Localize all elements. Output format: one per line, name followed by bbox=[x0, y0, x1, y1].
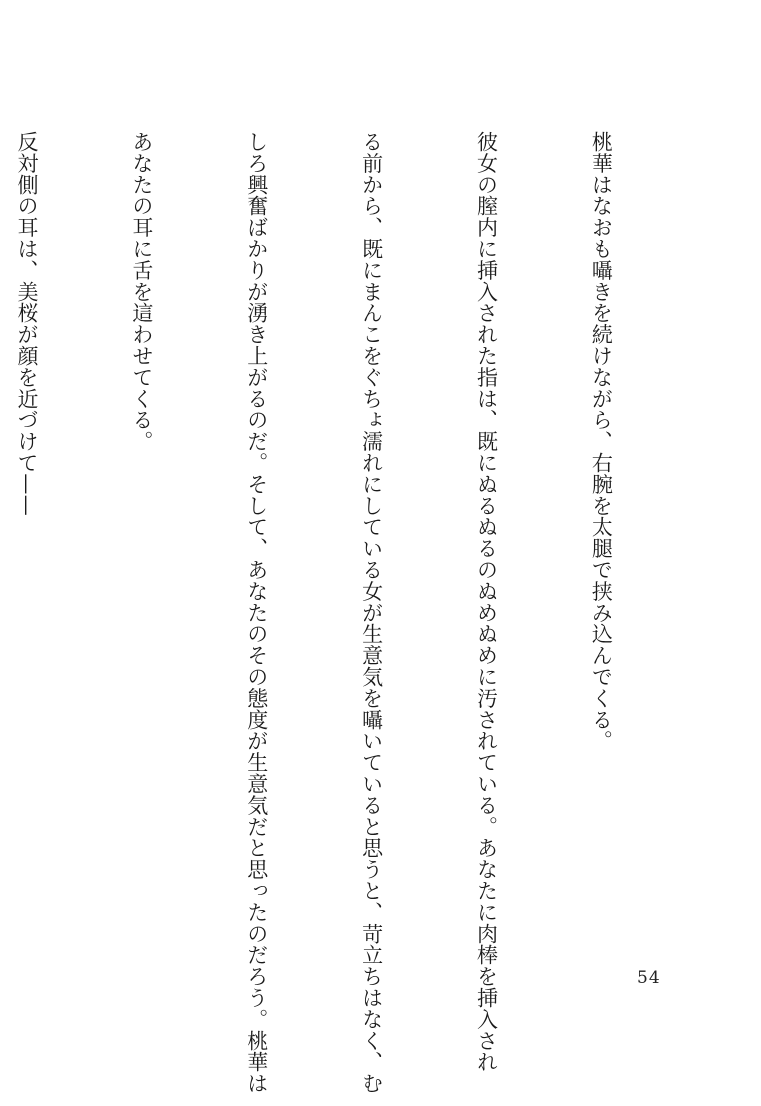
page-number: 54 bbox=[637, 968, 661, 988]
text-line: 彼女の膣内に挿入された指は、既にぬるぬるのぬめぬめに汚されている。あなたに肉棒を挿入され bbox=[474, 131, 499, 1073]
text-line: 反対側の耳は、美桜が顔を近づけて—— bbox=[14, 131, 39, 517]
text-line: しろ興奮ばかりが湧き上がるのだ。そして、あなたのその態度が生意気だと思ったのだろう。桃華は bbox=[244, 131, 269, 1094]
text-line: あなたの耳に舌を這わせてくる。 bbox=[129, 131, 154, 452]
text-line: 桃華はなおも囁きを続けながら、右腕を太腿で挟み込んでくる。 bbox=[589, 131, 614, 752]
text-line: る前から、既にまんこをぐちょ濡れにしている女が生意気を囁いていると思うと、苛立ちはなく、む bbox=[359, 131, 384, 1094]
